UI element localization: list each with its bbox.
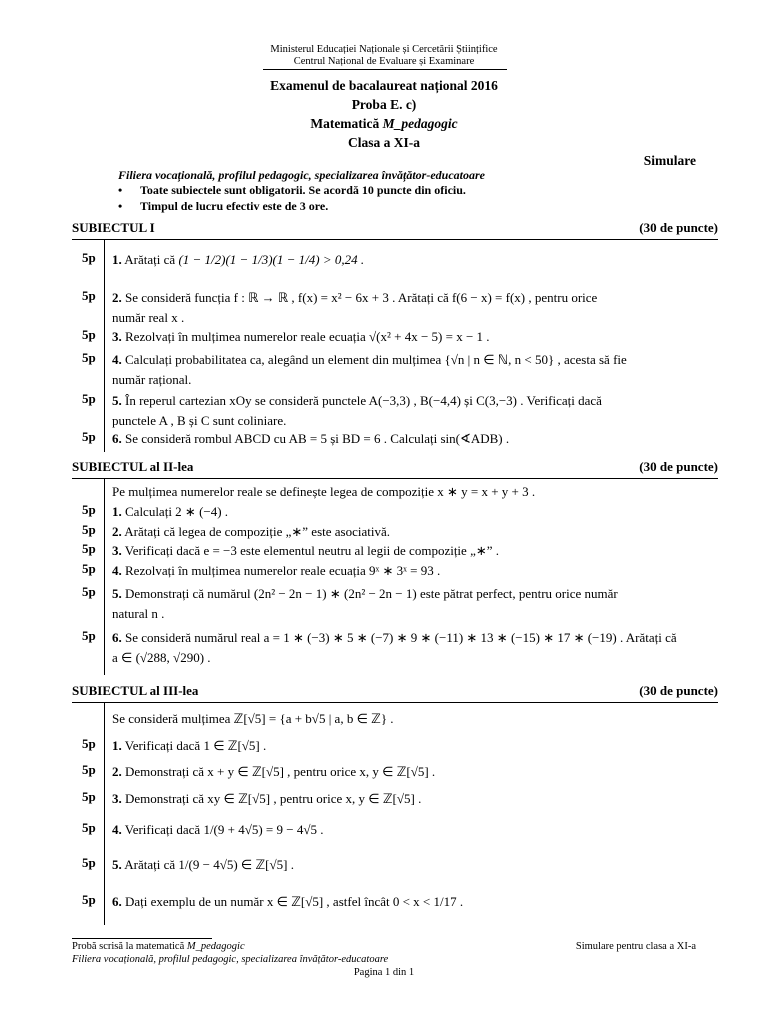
section-1-title: SUBIECTUL I [72,220,155,235]
ministry-name: Ministerul Educației Naționale și Cercetării Științifice [270,44,498,55]
footer-right: Simulare pentru clasa a XI-a [575,941,696,952]
footer-left-1: Probă scrisă la matematică M_pedagogic [72,941,245,952]
page-number: Pagina 1 din 1 [353,967,415,978]
subject-italic: M_pedagogic [382,116,458,131]
footer-left-2: Filiera vocațională, profilul pedagogic, specializarea învățător-educatoare [72,954,389,965]
proba-title: Proba E. c) [351,97,417,112]
section-3-points: (30 de puncte) [639,683,718,698]
instructions-list [118,182,466,214]
simulare-label: Simulare [643,153,696,168]
section-2-title: SUBIECTUL al II-lea [72,459,194,474]
instruction-item: • Timpul de lucru efectiv este de 3 ore. [118,198,329,213]
subject-title [0,115,768,133]
section-1-margin-line [104,240,105,452]
header-divider [263,69,507,70]
instruction-item: • Toate subiectele sunt obligatorii. Se acordă 10 puncte din oficiu. [118,182,466,197]
s1-item-1-math: (1 − 1/2)(1 − 1/3)(1 − 1/4) > 0,24 . [178,252,365,267]
section-3-margin-line [104,703,105,925]
filiera-line: Filiera vocațională, profilul pedagogic, specializarea învățător-educatoare [118,168,485,182]
section-2-margin-line [104,479,105,675]
exam-title: Examenul de bacalaureat național 2016 [270,78,498,93]
subject-prefix: Matematică [310,116,383,131]
section-1-points: (30 de puncte) [639,220,718,235]
section-3-divider [72,702,718,703]
section-1-header [72,220,718,236]
center-name: Centrul Național de Evaluare și Examinare [293,56,475,67]
class-title: Clasa a XI-a [347,135,420,150]
section-3-title: SUBIECTUL al III-lea [72,683,199,698]
section-2-header [72,459,718,475]
section-2-divider [72,478,718,479]
bullet-icon: • [118,182,123,197]
bullet-icon: • [118,198,123,213]
footer-divider [72,938,212,939]
exam-page: Ministerul Educației Naționale și Cercetării Științifice Centrul Național de Evaluare și Examinare Examenul de bacalaureat național 2016 Proba E. c) Matematică M_pedagogic Clasa a XI-a Simulare Filiera vocațională, profilul pedagogic, specializarea învățător-educatoare • Toate subiectele sunt obligatorii. Se acordă 10 puncte din oficiu. • Timpul de lucru efectiv este de 3 ore. SUBIECTUL I (30 de puncte) 5p 1. Arătați că (1 − 1/2)(1 − 1/3)(1 − 1/4) > 0,24 . 5p 2. Se consideră funcția f : ℝ → ℝ , f(x) = x² − 6x + 3 . Arătați că f(6 − x) = f(x) , pentru orice număr real x . 5p 3. Rezolvați în mulțimea numerelor reale ecuația √(x² + 4x − 5) = x − 1 . 5p 4. Calculați probabilitatea ca, alegând un element din mulțimea {√n | n ∈ ℕ, n < 50} , acesta să fie număr rațional. 5p 5. În reperul cartezian xOy se consideră punctele A(−3,3) , B(−4,4) și C(3,−3) . Verificați dacă punctele A , B și C sunt coliniare. 5p 6. Se consideră rombul ABCD cu AB = 5 și BD = 6 . Calculați sin(∢ADB) . SUBIECTUL al II-lea (30 de puncte) Pe mulțimea numerelor reale se definește legea de compoziție x ∗ y = x + y + 3 . 5p 1. Calculați 2 ∗ (−4) . 5p 2. Arătați că legea de compoziție „∗” este asociativă. 5p 3. Verificați dacă e = −3 este elementul neutru al legii de compoziție „∗” . 5p 4. Rezolvați în mulțimea numerelor reale ecuația 9ˣ ∗ 3ˣ = 93 . 5p 5. Demonstrați că numărul (2n² − 2n − 1) ∗ (2n² − 2n − 1) este pătrat perfect, pentru orice număr natural n . 5p 6. Se consideră numărul real a = 1 ∗ (−3) ∗ 5 ∗ (−7) ∗ 9 ∗ (−11) ∗ 13 ∗ (−15) ∗ 17 ∗ (−19) . Arătați că a ∈ (√288, √290) . SUBIECTUL al III-lea (30 de puncte) Se consideră mulțimea ℤ[√5] = {a + b√5 | a, b ∈ ℤ} . 5p 1. Verificați dacă 1 ∈ ℤ[√5] . 5p 2. Demonstrați că x + y ∈ ℤ[√5] , pentru orice x, y ∈ ℤ[√5] . 5p 3. Demonstrați că xy ∈ ℤ[√5] , pentru orice x, y ∈ ℤ[√5] . 5p 4. Verificați dacă 1/(9 + 4√5) = 9 − 4√5 . 5p 5. Arătați că 1/(9 − 4√5) ∈ ℤ[√5] . 5p 6. Dați exemplu de un număr x ∈ ℤ[√5] , astfel încât 0 < x < 1/17 . Probă scrisă la matematică M_pedagogic Filiera vocațională, profilul pedagogic, specializarea învățător-educatoare Simulare pentru clasa a XI-a Pagina 1 din 1 [0,0,768,1024]
section-2-points: (30 de puncte) [639,459,718,474]
section-1-divider [72,239,718,240]
section-3-header [72,683,718,699]
